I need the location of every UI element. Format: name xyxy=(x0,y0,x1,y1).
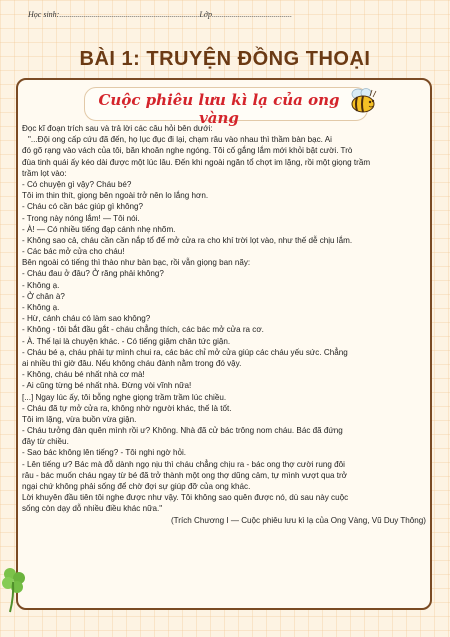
passage-line: - Không ạ. xyxy=(22,303,60,312)
class-blank[interactable]: ........................................ xyxy=(212,10,293,19)
passage-line: Bên ngoài có tiếng thì thào như bàn bạc, rồi vẫn giọng ban nãy: xyxy=(22,258,251,268)
passage-line: râu - bác muốn cháu ngay từ bé đã trở thành một ong thợ dũng cảm, tự mình vượt qua trở xyxy=(22,470,347,480)
passage-line: - Hừ, cánh cháu có làm sao không? xyxy=(22,314,151,324)
clover-icon xyxy=(0,566,28,614)
passage-line: [...] Ngay lúc ấy, tôi bỗng nghe giọng trầm trầm lúc chiều. xyxy=(22,392,227,402)
passage-line: Lời khuyên đầu tiên tôi nghe được như vậy. Tôi không sao quên được nó, dù sau này cuộc xyxy=(22,493,349,503)
passage-line: Tôi im lặng, vừa buồn vừa giận. xyxy=(22,414,137,424)
story-subtitle: Cuộc phiêu lưu kì lạ của ong vàng xyxy=(98,91,340,127)
passage-line: ngại chứ không phải sống để chờ đợi sự giúp đỡ của ong khác. xyxy=(22,482,251,491)
passage-line: đây từ chiều. xyxy=(22,437,69,447)
passage-line: đó gõ rạng vào vách của tôi, băn khoăn nghe ngóng. Tôi cố gắng lắm mới khỏi bật cười. Trò xyxy=(22,146,353,156)
passage-line: - Ở chân à? xyxy=(22,291,65,301)
page-title: BÀI 1: TRUYỆN ĐỒNG THOẠI xyxy=(79,48,371,70)
passage-line: - Cháu tưởng đàn quên mình rồi ư? Không. Nhà đã cử bác trông nom cháu. Bác đã đứng xyxy=(22,426,343,436)
passage-line: - Cháu đau ở đâu? Ở răng phải không? xyxy=(22,269,164,279)
instruction-text: Đọc kĩ đoạn trích sau và trả lời các câu hỏi bên dưới: xyxy=(22,124,213,133)
passage-line: - Không, cháu bé nhất nhà cơ mà! xyxy=(22,370,145,380)
passage-line: - Cháu đã tự mở cửa ra, không nhờ người khác, thế là tốt. xyxy=(22,403,232,413)
passage-line: - Không sao cả, cháu cần cần nắp tổ để mở cửa ra cho khí trời lọt vào, như thế dễ chịu lắm. xyxy=(22,235,353,245)
passage-line: - Ai cũng từng bé nhất nhà. Đừng vòi vĩnh nữa! xyxy=(22,381,192,391)
passage-line: - Cháu bé ạ, cháu phải tự mình chui ra, các bác chỉ mở cửa giúp các cháu yếu sức. Chẳng xyxy=(22,347,348,357)
passage-line: - Sao bác không lên tiếng? - Tôi nghi ngờ hỏi. xyxy=(22,448,186,458)
reading-passage xyxy=(22,123,426,526)
passage-line: - Các bác mở cửa cho cháu! xyxy=(22,247,125,257)
passage-line: - Không - tôi bắt đầu gắt - cháu chẳng thích, các bác mở cửa ra cơ. xyxy=(22,325,264,335)
class-label: Lớp xyxy=(199,10,213,19)
passage-line: đùa tinh quái ấy kéo dài được một lúc lâu. Đến khi ngoài ngăn tổ chợt im lặng, rồi một giọng trầm xyxy=(22,157,371,167)
passage-line: "...Đội ong cấp cứu đã đến, họ lục đục đi lại, chạm râu vào nhau thì thầm bàn bạc. Ai xyxy=(28,135,332,145)
passage-line: Tôi im thin thít, giọng bên ngoài trở nên lo lắng hơn. xyxy=(22,191,209,201)
passage-line: - Có chuyện gì vậy? Cháu bé? xyxy=(22,179,132,189)
passage-line: - À. Thế lại là chuyện khác. - Có tiếng giậm chân tức giận. xyxy=(22,336,231,346)
source-citation: (Trích Chương I — Cuộc phiêu lưu kì lạ của Ong Vàng, Vũ Duy Thông) xyxy=(170,515,426,525)
student-name-blank[interactable]: ...................................................................... xyxy=(59,10,200,19)
student-info-line xyxy=(28,10,422,19)
passage-line: trầm lọt vào: xyxy=(22,168,67,178)
bee-icon xyxy=(348,87,380,115)
passage-line: - Trong này nóng lắm! — Tôi nói. xyxy=(22,213,140,223)
passage-line: - Cháu có cần bác giúp gì không? xyxy=(22,202,144,212)
passage-line: - À! — Có nhiều tiếng đạp cánh nhẹ nhõm. xyxy=(22,224,176,234)
passage-line: sống còn dạy dỗ nhiều điều khác nữa." xyxy=(22,504,163,514)
student-label: Học sinh: xyxy=(28,10,60,19)
passage-line: - Lên tiếng ư? Bác mà đỗ dành ngọ nịu thì cháu chẳng chịu ra - bác ong thợ cười rung đôi xyxy=(22,459,345,469)
passage-line: ai nhiều thì giờ đâu. Nếu không cháu đành nằm trong đó vậy. xyxy=(22,358,242,368)
passage-line: - Không ạ. xyxy=(22,280,60,290)
